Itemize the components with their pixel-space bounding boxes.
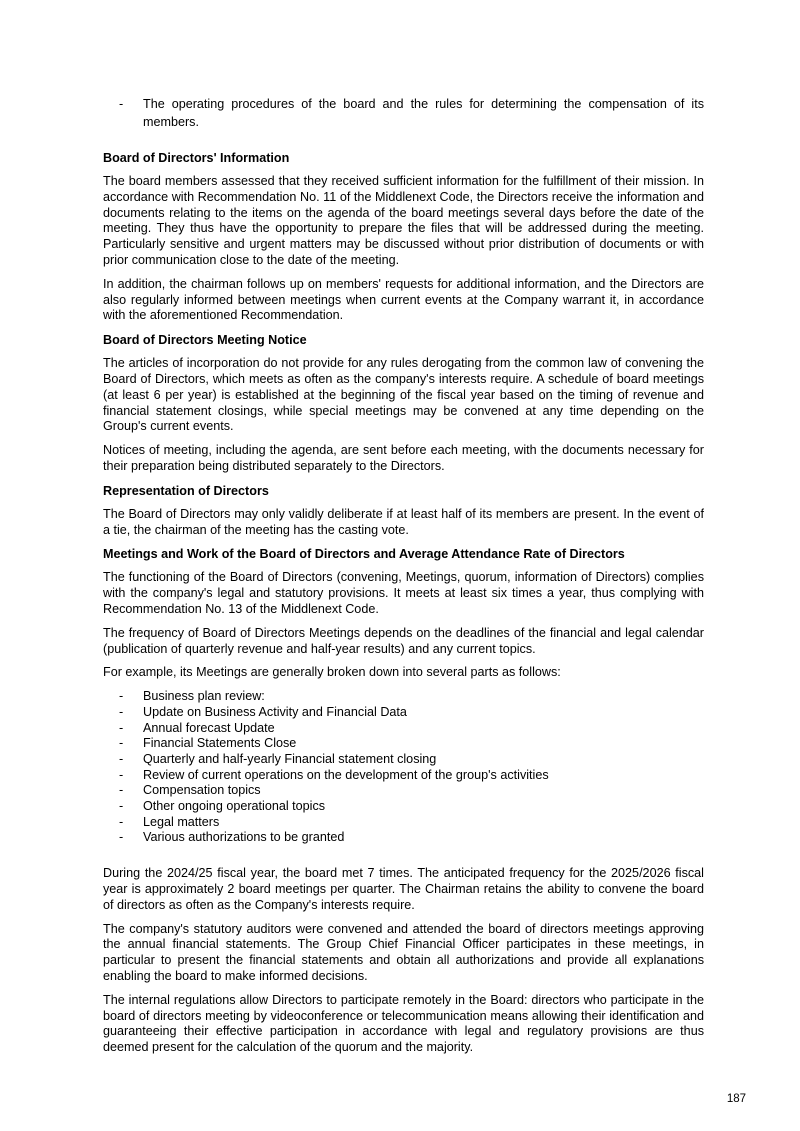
list-item	[103, 689, 704, 705]
meeting-topics-list	[103, 689, 704, 846]
paragraph: The articles of incorporation do not provide for any rules derogating from the common law of convening the Board of Directors, which meets as often as the company's interests require. A schedule of board meetings (at least 6 per year) is established at the beginning of the fiscal year based on the timing of revenue and financial statement closings, while special meetings may be convened at any time depending on the Group's current events.	[103, 356, 704, 434]
section-heading-notice: Board of Directors Meeting Notice	[103, 333, 307, 348]
paragraph: Notices of meeting, including the agenda, are sent before each meeting, with the documents necessary for their preparation being distributed separately to the Directors.	[103, 443, 704, 473]
list-item	[103, 721, 704, 737]
bullet-dash: -	[119, 97, 124, 111]
bullet-dash: -	[119, 814, 124, 829]
section-heading-meetings: Meetings and Work of the Board of Directors and Average Attendance Rate of Directors	[103, 547, 625, 562]
bullet-dash: -	[119, 689, 124, 704]
paragraph: The functioning of the Board of Directors (convening, Meetings, quorum, information of Directors) complies with the company's legal and statutory provisions. It meets at least six times a year, thus complying with Recommendation No. 13 of the Middlenext Code.	[103, 570, 704, 616]
bullet-dash: -	[119, 830, 124, 845]
list-item-text: Financial Statements Close	[143, 736, 297, 751]
list-item	[103, 768, 704, 784]
list-item-text: Quarterly and half-yearly Financial statement closing	[143, 751, 437, 766]
section-heading-info: Board of Directors' Information	[103, 151, 290, 165]
list-item	[103, 736, 704, 752]
paragraph: During the 2024/25 fiscal year, the board met 7 times. The anticipated frequency for the 2025/2026 fiscal year is approximately 2 board meetings per quarter. The Chairman retains the ability to convene the board of directors as often as the Company's interests require.	[103, 866, 704, 912]
paragraph: For example, its Meetings are generally broken down into several parts as follows:	[103, 665, 561, 680]
intro-bullet-text: The operating procedures of the board and the rules for determining the compensation of its members.	[143, 97, 704, 129]
bullet-dash: -	[119, 783, 124, 798]
section-heading-representation: Representation of Directors	[103, 483, 269, 498]
list-item-text: Other ongoing operational topics	[143, 799, 326, 814]
list-item	[103, 815, 704, 831]
paragraph: The company's statutory auditors were convened and attended the board of directors meetings approving the annual financial statements. The Group Chief Financial Officer participates in these meetings, in particular to present the financial statements and obtain all authorizations and provide all explanations enabling the board to make informed decisions.	[103, 921, 704, 983]
bullet-dash: -	[119, 751, 124, 766]
list-item	[103, 705, 704, 721]
list-item	[103, 752, 704, 768]
list-item-text: Various authorizations to be granted	[143, 830, 345, 845]
bullet-dash: -	[119, 704, 124, 719]
list-item	[103, 799, 704, 815]
list-item	[103, 783, 704, 799]
bullet-dash: -	[119, 799, 124, 814]
intro-bullet-item	[103, 95, 704, 131]
page-number: 187	[726, 1093, 746, 1105]
list-item-text: Annual forecast Update	[143, 720, 275, 735]
list-item-text: Compensation topics	[143, 783, 261, 798]
paragraph: The board members assessed that they received sufficient information for the fulfillment of their mission. In accordance with Recommendation No. 11 of the Middlenext Code, the Directors receive the information and documents relating to the items on the agenda of the board meetings several days before the date of the meeting. They thus have the opportunity to prepare the files that will be addressed during the meeting. Particularly sensitive and urgent matters may be discussed without prior distribution of documents or with prior communication close to the date of the meeting.	[103, 174, 704, 267]
paragraph: The internal regulations allow Directors to participate remotely in the Board: directors who participate in the board of directors meeting by videoconference or telecommunication means allowing their identification and guaranteeing their effective participation in accordance with legal and regulatory provisions are thus deemed present for the calculation of the quorum and the majority.	[103, 992, 704, 1055]
paragraph: The Board of Directors may only validly deliberate if at least half of its members are present. In the event of a tie, the chairman of the meeting has the casting vote.	[103, 506, 704, 537]
list-item-text: Review of current operations on the development of the group's activities	[143, 767, 549, 782]
list-item-text: Business plan review:	[143, 689, 265, 704]
page-content	[103, 95, 704, 1064]
paragraph: The frequency of Board of Directors Meetings depends on the deadlines of the financial and legal calendar (publication of quarterly revenue and half-year results) and any current topics.	[103, 625, 704, 656]
bullet-dash: -	[119, 720, 124, 735]
list-item	[103, 830, 704, 846]
paragraph: In addition, the chairman follows up on members' requests for additional information, and the Directors are also regularly informed between meetings when current events at the Company warrant it, in accordance with the aforementioned Recommendation.	[103, 276, 704, 323]
bullet-dash: -	[119, 767, 124, 782]
bullet-dash: -	[119, 736, 124, 751]
list-item-text: Update on Business Activity and Financial Data	[143, 704, 407, 719]
list-item-text: Legal matters	[143, 814, 220, 829]
